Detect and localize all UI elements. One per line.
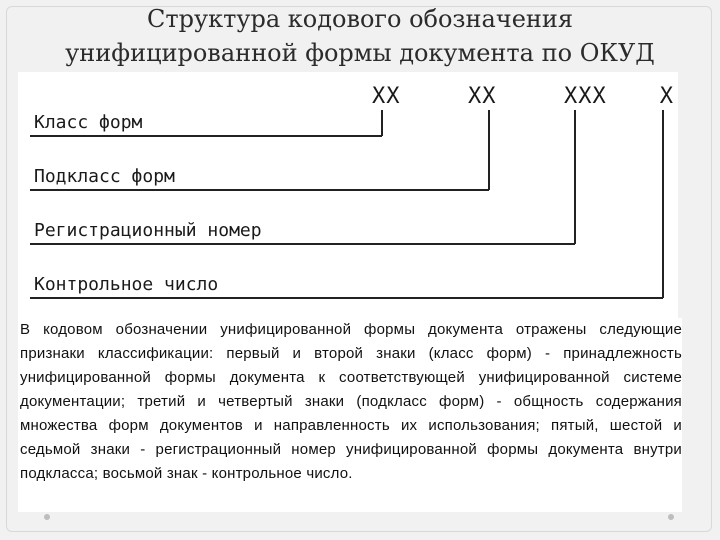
title-line-1: Структура кодового обозначения <box>146 5 574 33</box>
row-label-control: Контрольное число <box>34 274 219 295</box>
decorative-dot-left <box>44 514 50 520</box>
code-control: X <box>659 84 674 109</box>
code-registration: XXX <box>564 84 607 109</box>
description-panel <box>18 318 682 512</box>
slide-title <box>0 2 720 70</box>
code-class: XX <box>372 84 401 109</box>
row-label-class: Класс форм <box>34 112 143 133</box>
code-structure-diagram <box>18 72 678 318</box>
row-label-registration: Регистрационный номер <box>34 220 262 241</box>
decorative-dot-right <box>668 514 674 520</box>
row-label-subclass: Подкласс форм <box>34 166 175 187</box>
title-line-2: унифицированной формы документа по ОКУД <box>65 39 655 67</box>
description-text: В кодовом обозначении унифицированной формы документа отражены следующие признаки классификации: первый и второй знаки (класс форм) - принадлежность унифицированной формы документа к соответствующей унифицированной системе документации; третий и четвертый знаки (подкласс форм) - общность содержания множества форм документов и направленность их использования; пятый, шестой и седьмой знаки - регистрационный номер унифицированной формы документа внутри подкласса; восьмой знак - контрольное число. <box>20 321 682 482</box>
code-subclass: XX <box>468 84 497 109</box>
